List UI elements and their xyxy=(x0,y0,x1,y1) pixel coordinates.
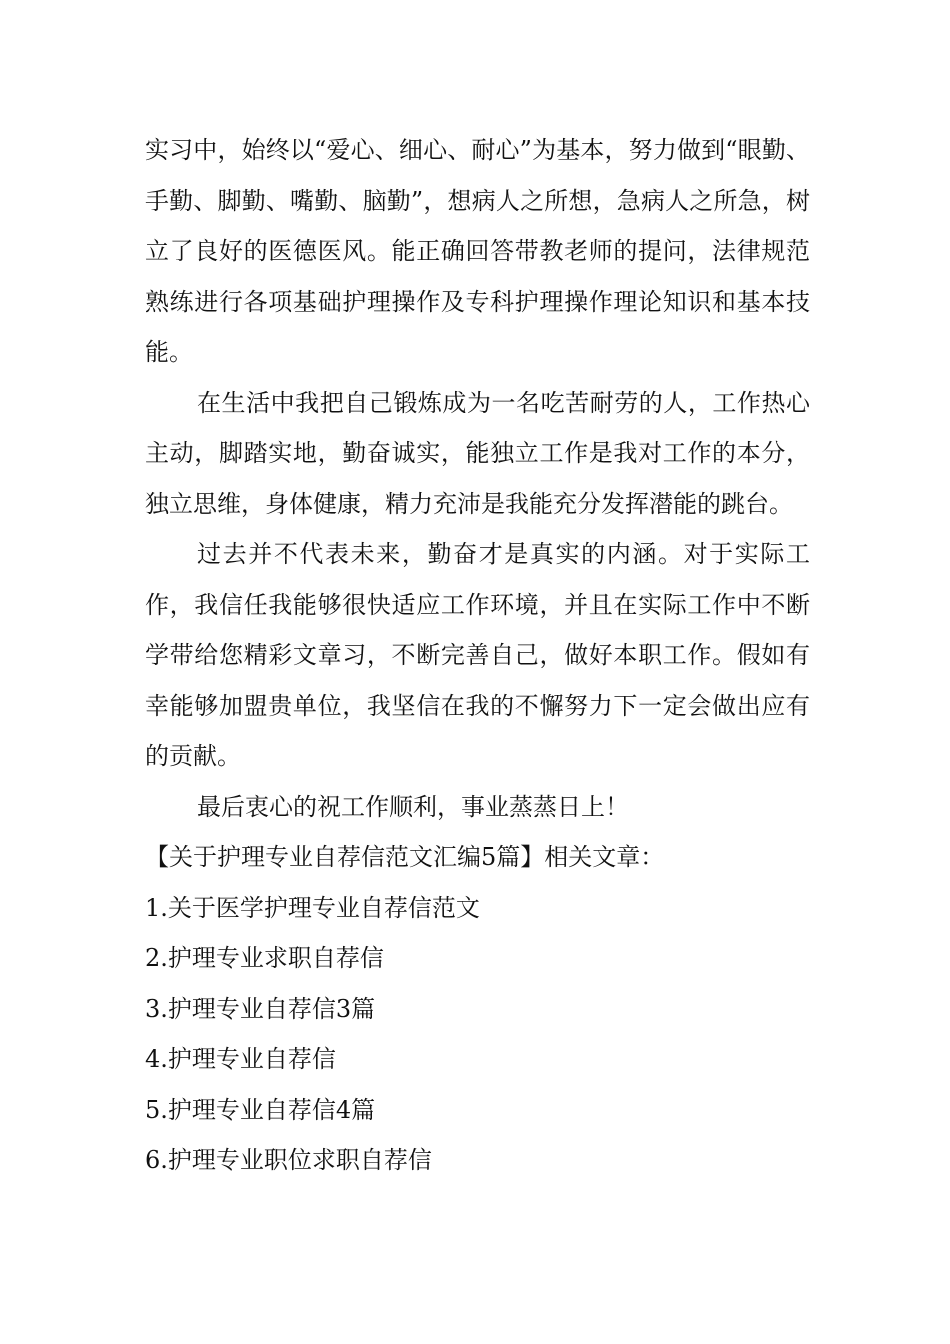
paragraph-life: 在生活中我把自己锻炼成为一名吃苦耐劳的人，工作热心主动，脚踏实地，勤奋诚实，能独立工作是我对工作的本分，独立思维，身体健康，精力充沛是我能充分发挥潜能的跳台。 xyxy=(145,388,810,518)
document-body xyxy=(145,125,810,1186)
related-articles-title: 【关于护理专业自荐信范文汇编5篇】相关文章： xyxy=(145,843,665,871)
related-article-link[interactable]: 1.关于医学护理专业自荐信范文 xyxy=(145,893,480,922)
related-article-link[interactable]: 5.护理专业自荐信4篇 xyxy=(145,1095,376,1124)
related-article-link[interactable]: 4.护理专业自荐信 xyxy=(145,1045,336,1073)
related-article-link[interactable]: 3.护理专业自荐信3篇 xyxy=(145,994,376,1023)
related-article-link[interactable]: 2.护理专业求职自荐信 xyxy=(145,944,384,972)
paragraph-future: 过去并不代表未来，勤奋才是真实的内涵。对于实际工作，我信任我能够很快适应工作环境，并且在实际工作中不断学带给您精彩文章习，不断完善自己，做好本职工作。假如有幸能够加盟贵单位，我坚信在我的不懈努力下一定会做出应有的贡献。 xyxy=(145,540,810,770)
paragraph-internship: 实习中，始终以“爱心、细心、耐心”为基本，努力做到“眼勤、手勤、脚勤、嘴勤、脑勤”，想病人之所想，急病人之所急，树立了良好的医德医风。能正确回答带教老师的提问，法律规范熟练进行各项基础护理操作及专科护理操作理论知识和基本技能。 xyxy=(145,136,810,366)
paragraph-closing: 最后衷心的祝工作顺利，事业蒸蒸日上！ xyxy=(197,792,629,821)
related-article-link[interactable]: 6.护理专业职位求职自荐信 xyxy=(145,1146,432,1174)
related-articles-list xyxy=(145,883,810,1186)
